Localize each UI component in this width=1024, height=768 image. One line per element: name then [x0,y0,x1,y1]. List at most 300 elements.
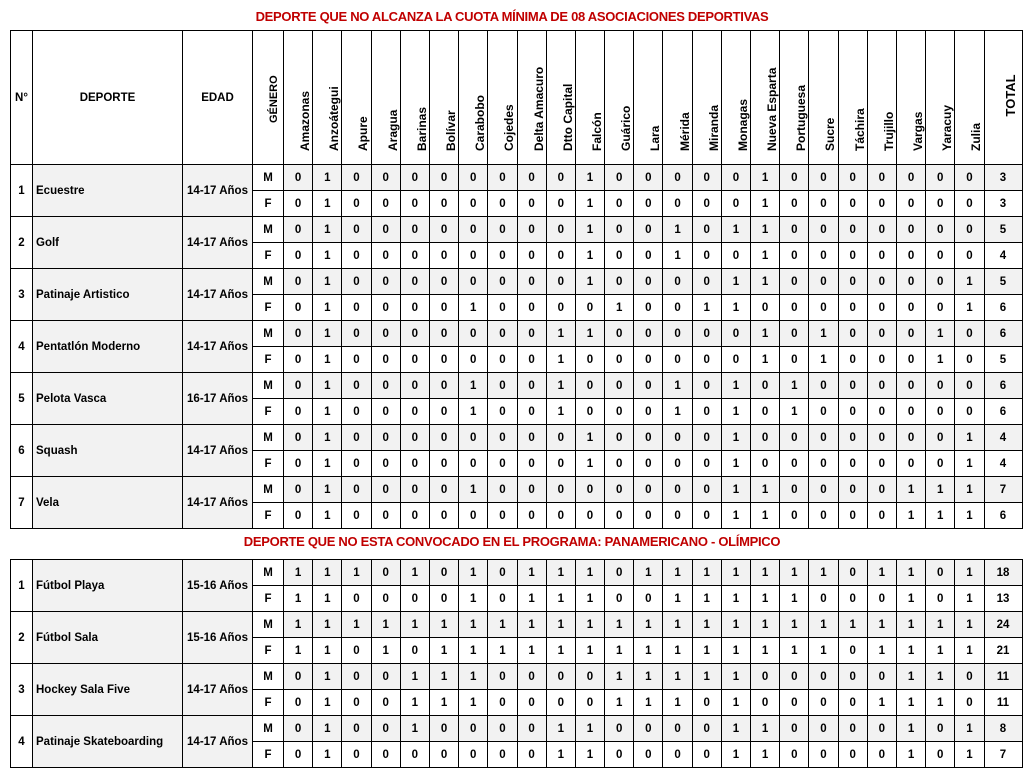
state-value: 0 [867,716,896,742]
state-value: 0 [429,742,458,768]
sport-age: 14-17 Años [183,716,253,768]
state-value: 0 [867,373,896,399]
state-value: 0 [780,425,809,451]
sport-age: 14-17 Años [183,269,253,321]
state-value: 1 [721,638,750,664]
state-value: 0 [955,165,984,191]
state-value: 1 [371,612,400,638]
state-value: 0 [926,425,955,451]
state-value: 1 [751,742,780,768]
state-value: 0 [400,321,429,347]
state-value: 0 [459,503,488,529]
state-value: 0 [371,716,400,742]
gender-cell: F [253,347,284,373]
state-value: 1 [896,586,925,612]
state-value: 1 [721,269,750,295]
state-value: 1 [313,477,342,503]
state-value: 0 [809,451,838,477]
sport-name: Fútbol Sala [33,612,183,664]
state-value: 0 [809,716,838,742]
state-value: 0 [517,347,546,373]
row-total: 5 [984,347,1022,373]
state-value: 0 [867,503,896,529]
state-value: 1 [926,321,955,347]
state-value: 0 [867,243,896,269]
state-value: 1 [546,399,575,425]
state-value: 0 [663,503,692,529]
gender-cell: F [253,586,284,612]
gender-cell: M [253,612,284,638]
state-value: 0 [896,451,925,477]
state-value: 0 [371,373,400,399]
state-value: 1 [867,638,896,664]
state-value: 0 [692,347,721,373]
state-value: 0 [371,217,400,243]
state-value: 1 [896,638,925,664]
state-value: 0 [342,716,371,742]
state-value: 0 [400,399,429,425]
state-value: 1 [663,399,692,425]
table-row [11,716,1023,742]
header-state-label: Yaracuy [940,104,955,151]
state-value: 0 [429,399,458,425]
state-value: 0 [692,165,721,191]
state-value: 0 [284,742,313,768]
state-value: 1 [809,321,838,347]
header-state-label: Anzoátegui [327,86,342,151]
state-value: 0 [721,191,750,217]
state-value: 0 [371,321,400,347]
state-value: 0 [634,503,663,529]
gender-cell: M [253,425,284,451]
state-value: 0 [692,269,721,295]
state-value: 1 [751,243,780,269]
state-value: 0 [400,586,429,612]
state-value: 1 [867,690,896,716]
state-value: 1 [575,269,604,295]
state-value: 0 [692,217,721,243]
state-value: 1 [955,586,984,612]
state-value: 0 [488,373,517,399]
state-value: 0 [429,560,458,586]
state-value: 1 [721,586,750,612]
state-value: 0 [400,191,429,217]
state-value: 1 [692,295,721,321]
header-state [605,31,634,165]
state-value: 1 [955,295,984,321]
state-value: 0 [663,321,692,347]
state-value: 0 [926,742,955,768]
state-value: 1 [926,347,955,373]
state-value: 0 [605,373,634,399]
state-value: 0 [896,217,925,243]
header-state [896,31,925,165]
state-value: 1 [751,716,780,742]
state-value: 1 [459,612,488,638]
state-value: 0 [429,425,458,451]
state-value: 0 [955,321,984,347]
row-total: 11 [984,664,1022,690]
gender-cell: F [253,191,284,217]
state-value: 0 [429,586,458,612]
state-value: 1 [721,742,750,768]
state-value: 0 [926,191,955,217]
header-state-label: Bolívar [444,110,459,151]
state-value: 1 [896,690,925,716]
state-value: 0 [605,503,634,529]
state-value: 1 [780,399,809,425]
state-value: 0 [867,191,896,217]
state-value: 0 [721,347,750,373]
state-value: 0 [400,477,429,503]
sport-age: 14-17 Años [183,425,253,477]
state-value: 0 [371,477,400,503]
header-state [400,31,429,165]
state-value: 1 [896,612,925,638]
header-no: N° [11,31,33,165]
state-value: 0 [488,503,517,529]
state-value: 0 [371,664,400,690]
table-row [11,664,1023,690]
state-value: 1 [313,347,342,373]
state-value: 1 [342,612,371,638]
state-value: 0 [809,243,838,269]
state-value: 0 [896,191,925,217]
state-value: 0 [400,638,429,664]
header-total [984,31,1022,165]
state-value: 0 [605,269,634,295]
row-number: 4 [11,321,33,373]
state-value: 0 [488,477,517,503]
state-value: 0 [809,191,838,217]
state-value: 1 [751,612,780,638]
sport-name: Pelota Vasca [33,373,183,425]
state-value: 0 [663,425,692,451]
state-value: 0 [488,716,517,742]
state-value: 0 [546,243,575,269]
state-value: 1 [926,638,955,664]
state-value: 1 [313,399,342,425]
state-value: 0 [867,165,896,191]
state-value: 0 [459,321,488,347]
row-number: 6 [11,425,33,477]
row-number: 4 [11,716,33,768]
state-value: 0 [575,503,604,529]
row-total: 6 [984,399,1022,425]
state-value: 1 [751,269,780,295]
state-value: 0 [955,399,984,425]
state-value: 0 [546,690,575,716]
state-value: 1 [955,477,984,503]
state-value: 0 [751,451,780,477]
header-state-label: Monagas [735,98,750,151]
state-value: 0 [488,425,517,451]
state-value: 0 [517,425,546,451]
state-value: 1 [692,586,721,612]
sport-name: Fútbol Playa [33,560,183,612]
state-value: 0 [926,295,955,321]
header-state [429,31,458,165]
state-value: 0 [780,716,809,742]
state-value: 0 [284,451,313,477]
state-value: 0 [955,217,984,243]
header-state-label: Cojedes [502,104,517,151]
state-value: 0 [429,503,458,529]
state-value: 1 [459,295,488,321]
state-value: 0 [400,425,429,451]
gender-cell: M [253,477,284,503]
state-value: 0 [371,560,400,586]
state-value: 1 [926,690,955,716]
state-value: 0 [488,321,517,347]
state-value: 0 [284,165,313,191]
state-value: 1 [809,612,838,638]
header-state-label: Nueva Esparta [765,67,780,151]
state-value: 1 [342,560,371,586]
state-value: 1 [313,742,342,768]
state-value: 1 [634,560,663,586]
gender-cell: M [253,373,284,399]
state-value: 0 [605,742,634,768]
state-value: 0 [605,321,634,347]
state-value: 0 [896,243,925,269]
header-state-label: Miranda [706,104,721,151]
state-value: 1 [546,560,575,586]
state-value: 0 [546,217,575,243]
state-value: 1 [546,612,575,638]
state-value: 0 [955,664,984,690]
state-value: 0 [809,425,838,451]
state-value: 1 [400,690,429,716]
table-title-program: DEPORTE QUE NO ESTA CONVOCADO EN EL PROGRAMA: PANAMERICANO - OLÍMPICO [243,534,781,549]
state-value: 1 [313,217,342,243]
state-value: 0 [867,451,896,477]
state-value: 1 [459,690,488,716]
header-state-label: Guárico [619,105,634,151]
state-value: 0 [634,165,663,191]
state-value: 0 [751,690,780,716]
state-value: 0 [896,269,925,295]
state-value: 1 [721,425,750,451]
header-state-label: Mérida [677,112,692,151]
state-value: 0 [926,451,955,477]
table-row [11,165,1023,191]
state-value: 0 [342,690,371,716]
gender-cell: F [253,295,284,321]
sport-age: 14-17 Años [183,165,253,217]
state-value: 0 [371,165,400,191]
state-value: 1 [605,690,634,716]
state-value: 0 [867,664,896,690]
state-value: 1 [546,373,575,399]
state-value: 0 [517,399,546,425]
state-value: 0 [284,373,313,399]
state-value: 1 [663,612,692,638]
state-value: 0 [400,165,429,191]
state-value: 0 [780,217,809,243]
state-value: 1 [721,716,750,742]
state-value: 0 [488,560,517,586]
state-value: 0 [809,742,838,768]
state-value: 1 [663,690,692,716]
state-value: 1 [429,612,458,638]
state-value: 0 [371,347,400,373]
state-value: 0 [400,742,429,768]
state-value: 0 [780,321,809,347]
state-value: 0 [955,191,984,217]
state-value: 0 [780,295,809,321]
state-value: 0 [284,477,313,503]
state-value: 0 [838,321,867,347]
state-value: 1 [575,716,604,742]
state-value: 0 [517,742,546,768]
state-value: 1 [955,638,984,664]
state-value: 1 [809,560,838,586]
state-value: 0 [692,742,721,768]
state-value: 0 [488,243,517,269]
state-value: 0 [284,347,313,373]
state-value: 0 [838,586,867,612]
state-value: 1 [663,586,692,612]
state-value: 1 [459,664,488,690]
state-value: 0 [546,425,575,451]
state-value: 0 [838,243,867,269]
state-value: 1 [313,243,342,269]
state-value: 0 [400,269,429,295]
gender-cell: F [253,690,284,716]
header-state-label: Portuguesa [794,84,809,151]
state-value: 1 [488,612,517,638]
state-value: 1 [605,664,634,690]
state-value: 0 [400,347,429,373]
header-state-label: Lara [648,125,663,151]
state-value: 0 [896,373,925,399]
state-value: 0 [517,690,546,716]
state-value: 0 [488,165,517,191]
state-value: 1 [663,664,692,690]
state-value: 1 [634,638,663,664]
state-value: 0 [342,217,371,243]
state-value: 1 [546,321,575,347]
table-title-quota: DEPORTE QUE NO ALCANZA LA CUOTA MÍNIMA DE 08 ASOCIACIONES DEPORTIVAS [255,9,769,24]
state-value: 1 [721,477,750,503]
state-value: 0 [400,217,429,243]
state-value: 0 [634,373,663,399]
state-value: 0 [342,477,371,503]
state-value: 0 [955,243,984,269]
state-value: 0 [284,191,313,217]
state-value: 1 [429,690,458,716]
state-value: 0 [605,560,634,586]
state-value: 0 [342,295,371,321]
state-value: 1 [955,716,984,742]
header-row [11,31,1023,165]
state-value: 0 [517,716,546,742]
state-value: 0 [371,586,400,612]
state-value: 1 [634,690,663,716]
state-value: 0 [342,425,371,451]
state-value: 1 [575,191,604,217]
state-value: 0 [751,373,780,399]
state-value: 0 [809,690,838,716]
state-value: 0 [721,321,750,347]
state-value: 1 [751,217,780,243]
header-state-label: Trujillo [881,111,896,151]
state-value: 0 [459,425,488,451]
state-value: 1 [955,612,984,638]
state-value: 0 [284,425,313,451]
state-value: 1 [780,612,809,638]
state-value: 0 [284,295,313,321]
state-value: 0 [926,243,955,269]
state-value: 0 [751,664,780,690]
sport-name: Patinaje Skateboarding [33,716,183,768]
row-total: 6 [984,295,1022,321]
state-value: 1 [955,503,984,529]
state-value: 0 [371,425,400,451]
state-value: 1 [459,399,488,425]
state-value: 1 [751,560,780,586]
state-value: 0 [663,269,692,295]
state-value: 0 [809,399,838,425]
state-value: 0 [780,451,809,477]
state-value: 0 [780,243,809,269]
state-value: 0 [488,295,517,321]
state-value: 0 [429,165,458,191]
state-value: 0 [692,243,721,269]
state-value: 0 [780,165,809,191]
sport-age: 14-17 Años [183,321,253,373]
state-value: 0 [605,477,634,503]
state-value: 1 [955,451,984,477]
state-value: 0 [605,217,634,243]
state-value: 0 [546,295,575,321]
state-value: 1 [780,373,809,399]
header-edad: EDAD [183,31,253,165]
state-value: 0 [605,347,634,373]
state-value: 0 [663,477,692,503]
row-total: 4 [984,243,1022,269]
state-value: 0 [517,664,546,690]
state-value: 0 [634,295,663,321]
state-value: 0 [488,269,517,295]
state-value: 1 [575,425,604,451]
state-value: 1 [313,638,342,664]
state-value: 1 [896,716,925,742]
state-value: 1 [575,586,604,612]
state-value: 0 [429,373,458,399]
state-value: 0 [634,269,663,295]
state-value: 0 [926,269,955,295]
header-state [546,31,575,165]
sport-age: 15-16 Años [183,560,253,612]
state-value: 1 [575,243,604,269]
state-value: 1 [867,560,896,586]
state-value: 0 [867,477,896,503]
state-value: 0 [605,586,634,612]
state-value: 0 [838,742,867,768]
state-value: 1 [751,503,780,529]
state-value: 0 [342,664,371,690]
state-value: 0 [663,716,692,742]
state-value: 0 [371,742,400,768]
row-total: 7 [984,477,1022,503]
state-value: 0 [663,191,692,217]
state-value: 0 [459,217,488,243]
header-state [575,31,604,165]
state-value: 1 [721,451,750,477]
state-value: 1 [429,638,458,664]
